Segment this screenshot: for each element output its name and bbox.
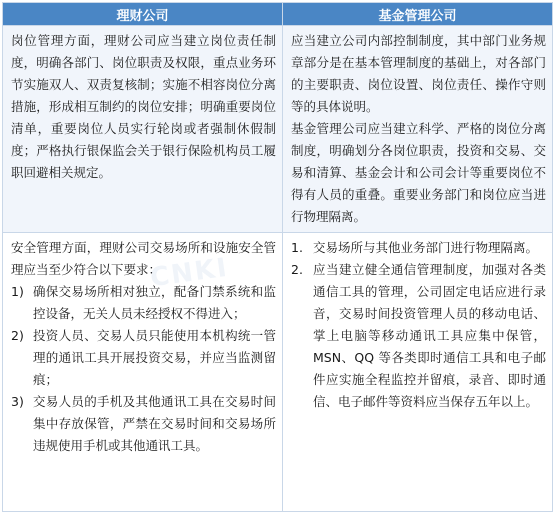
list-item-text: 应当建立健全通信管理制度，加强对各类通信工具的管理，公司固定电话应进行录音，交易时间投资管理人员的移动电话、掌上电脑等移动通讯工具应集中保管，MSN、QQ 等各类即时通信工具和电子邮件应实施全程监控并留痕，录音、即时通信、电子邮件等资料应当保存五年以上。 (313, 262, 546, 409)
internal-control-paragraph: 应当建立公司内部控制制度，其中部门业务规章部分是在基本管理制度的基础上，对各部门的主要职责、岗位设置、岗位责任、操作守则等的具体说明。 (291, 33, 546, 114)
list-item-text: 确保交易场所相对独立，配备门禁系统和监控设备，无关人员未经授权不得进入； (33, 284, 276, 321)
list-item (291, 237, 546, 259)
table-row (3, 26, 553, 233)
list-item-text: 交易场所与其他业务部门进行物理隔离。 (313, 240, 539, 255)
list-item-text: 交易人员的手机及其他通讯工具在交易时间集中存放保管，严禁在交易时间和交易场所违规使用手机或其他通讯工具。 (33, 394, 276, 453)
header-wealth-management-company: 理财公司 (3, 3, 283, 26)
list-item-number: 2) (11, 328, 24, 343)
post-separation-paragraph: 基金管理公司应当建立科学、严格的岗位分离制度，明确划分各岗位职责，投资和交易、交易和清算、基金会计和公司会计等重要岗位不得有人员的重叠。重要业务部门和岗位应当进行物理隔离。 (291, 121, 546, 224)
post-management-wealth-text: 岗位管理方面，理财公司应当建立岗位责任制度，明确各部门、岗位职责及权限，重点业务环节实施双人、双责复核制；实施不相容岗位分离措施，形成相互制约的岗位安排；明确重要岗位清单，重要岗位人员实行轮岗或者强制休假制度；严格执行银保监会关于银行保险机构员工履职回避相关规定。 (11, 33, 276, 180)
list-item-number: 1) (11, 284, 24, 299)
list-item-number: 3) (11, 394, 24, 409)
header-fund-management-company: 基金管理公司 (283, 3, 553, 26)
header-row (3, 3, 553, 26)
security-intro-text: 安全管理方面，理财公司交易场所和设施安全管理应当至少符合以下要求： (11, 240, 276, 277)
list-item (11, 325, 276, 391)
list-item-number: 2. (291, 262, 303, 277)
list-item (11, 281, 276, 325)
list-item-number: 1. (291, 240, 303, 255)
comparison-table (2, 2, 553, 512)
list-item (291, 259, 546, 413)
fund-security-list (291, 237, 546, 413)
table-row (3, 233, 553, 512)
list-item-text: 投资人员、交易人员只能使用本机构统一管理的通讯工具开展投资交易，并应当监测留痕； (33, 328, 276, 387)
list-item (11, 391, 276, 457)
security-management-fund-cell (283, 233, 553, 512)
post-management-wealth-cell (3, 26, 283, 233)
security-requirements-list (11, 281, 276, 457)
post-management-fund-cell (283, 26, 553, 233)
security-management-wealth-cell (3, 233, 283, 512)
